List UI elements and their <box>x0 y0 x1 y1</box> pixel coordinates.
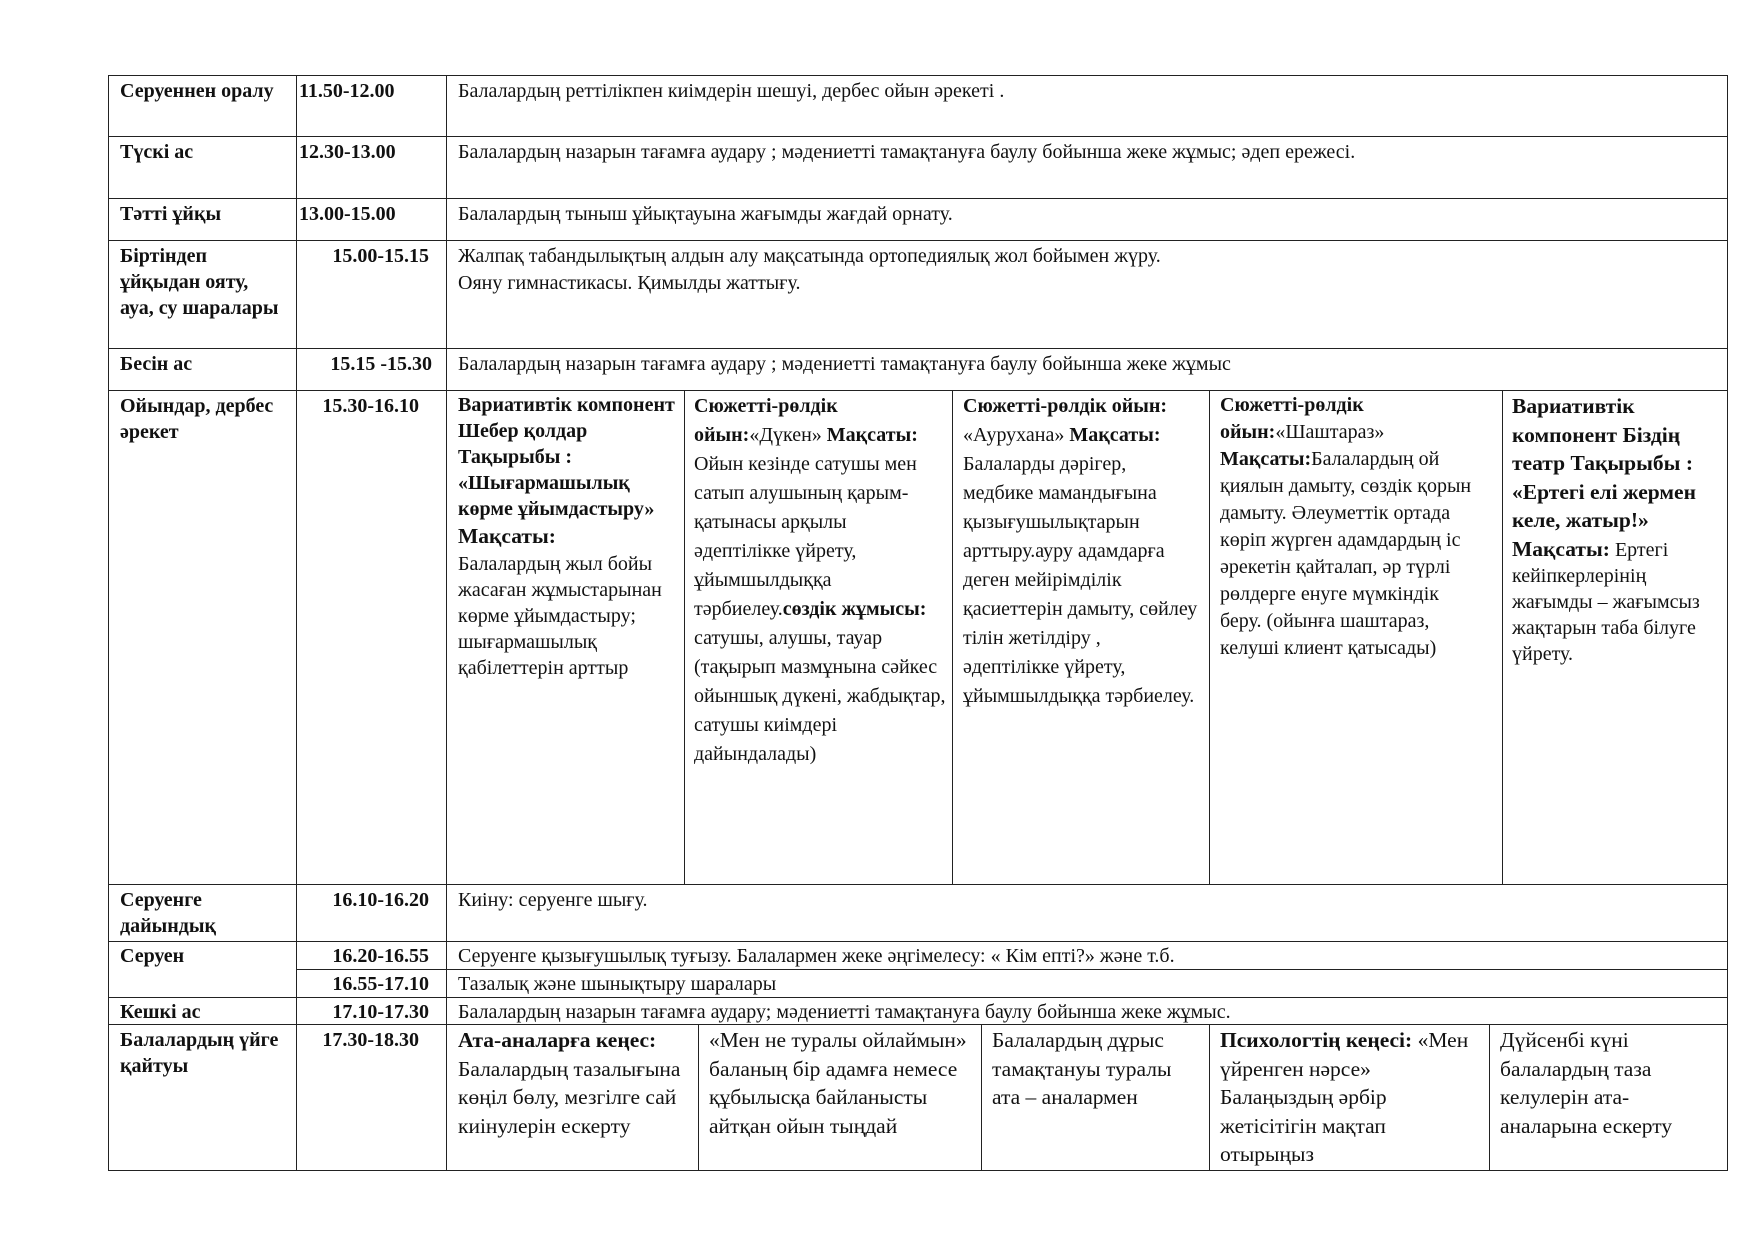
goal-text: Ертегі кейіпкерлерінің жағымды – жағымсыз жақтарын таба білуге үйрету. <box>1512 538 1700 665</box>
advice-text: «Мен үйренген нәрсе» Балаңыздың әрбір жетісітігін мақтап отырыңыз <box>1220 1028 1469 1166</box>
vocabulary-text: сатушы, алушы, тауар (тақырып мазмұнына сәйкес ойыншық дүкені, жабдықтар, сатушы киімдері дайындалады) <box>694 627 946 765</box>
goal-label: Мақсаты: <box>826 424 918 446</box>
game-cell-shop <box>694 392 946 769</box>
time-cell: 17.30-18.30 <box>322 1029 419 1051</box>
description-cell: Киіну: серуенге шығу. <box>458 889 648 911</box>
description-cell: Серуенге қызығушылық туғызу. Балалармен жеке әңгімелесу: « Кім епті?» және т.б. <box>458 945 1175 967</box>
activity-cell: Серуенге дайындық <box>120 889 217 937</box>
game-heading: Вариативтік компонент Біздің театр Тақырыбы : «Ертегі елі жермен келе, жатыр!» <box>1512 394 1696 532</box>
game-cell-hospital <box>963 392 1201 711</box>
description-cell: Балалардың назарын тағамға аудару ; мәдениетті тамақтануға баулу бойынша жеке жұмыс <box>458 353 1231 375</box>
time-cell: 15.15 -15.30 <box>330 353 432 375</box>
advice-label: Ата-аналарға кеңес: <box>458 1028 657 1052</box>
game-name: «Дүкен» <box>749 424 822 446</box>
activity-cell: Кешкі ас <box>120 1001 201 1023</box>
game-heading: Вариативтік компонент Шебер қолдар Тақырыбы : «Шығармашылық көрме ұйымдастыру» <box>458 394 675 520</box>
advice-text: Балалардың дұрыс тамақтануы туралы ата – аналармен <box>992 1028 1172 1109</box>
column-divider <box>296 75 297 1171</box>
goal-label: Мақсаты: <box>458 524 556 548</box>
activity-cell: Ойындар, дербес әрекет <box>120 395 274 443</box>
time-cell: 13.00-15.00 <box>299 203 396 225</box>
goal-label: Мақсаты: <box>1069 424 1161 446</box>
goal-label: Мақсаты: <box>1512 536 1610 561</box>
advice-cell-nutrition <box>992 1026 1202 1112</box>
advice-text: «Мен не туралы ойлаймын» баланың бір адамға немесе құбылысқа байланысты айтқан ойын тыңдай <box>709 1028 967 1138</box>
time-cell: 15.30-16.10 <box>322 395 419 417</box>
description-cell: Балалардың тыныш ұйықтауына жағымды жағдай орнату. <box>458 203 953 225</box>
row-divider <box>108 997 1728 998</box>
row-divider <box>108 884 1728 885</box>
advice-cell-listening <box>709 1026 975 1140</box>
column-divider <box>1209 390 1210 884</box>
description-cell: Тазалық және шынықтыру шаралары <box>458 973 777 995</box>
goal-text: Балалардың ой қиялын дамыту, сөздік қорын дамыту. Әлеуметтік ортада көріп жүрген адамдардың іс әрекетін қайталап, әр түрлі рөлдерге енуге мүмкіндік беру. (ойынға шаштараз, келуші клиент қатысады) <box>1220 448 1472 659</box>
row-divider <box>108 348 1728 349</box>
time-cell: 16.55-17.10 <box>332 973 429 995</box>
row-divider <box>108 240 1728 241</box>
table-border-right <box>1727 75 1728 1171</box>
vocabulary-label: сөздік жұмысы: <box>782 598 927 620</box>
activity-cell: Балалардың үйге қайтуы <box>120 1029 279 1077</box>
description-line-2: Ояну гимнастикасы. Қимылды жаттығу. <box>458 272 801 294</box>
row-divider <box>108 390 1728 391</box>
activity-cell: Біртіндеп ұйқыдан ояту, ауа, су шаралары <box>120 245 279 319</box>
activity-cell: Серуен <box>120 945 185 967</box>
column-divider <box>952 390 953 884</box>
advice-text: Дүйсенбі күні балалардың таза келулерін ата-аналарына ескерту <box>1500 1028 1673 1138</box>
game-title: Сюжетті-рөлдік ойын: <box>963 395 1168 417</box>
column-divider <box>684 390 685 884</box>
row-divider <box>108 198 1728 199</box>
game-name: «Аурухана» <box>963 424 1065 446</box>
game-cell-barbershop <box>1220 392 1476 662</box>
activity-cell: Серуеннен оралу <box>120 80 274 102</box>
activity-cell: Бесін ас <box>120 353 193 375</box>
game-title: Сюжетті-рөлдік ойын: <box>694 395 838 446</box>
time-cell: 11.50-12.00 <box>299 80 395 102</box>
row-divider <box>108 136 1728 137</box>
column-divider <box>981 1024 982 1170</box>
game-cell-theatre <box>1512 392 1717 667</box>
advice-label: Психологтің кеңесі: <box>1220 1028 1413 1052</box>
activity-cell: Тәтті ұйқы <box>120 203 222 225</box>
goal-text: Ойын кезінде сатушы мен сатып алушының қарым-қатынасы арқылы әдептілікке үйрету, ұйымшылдыққа тәрбиелеу. <box>694 453 917 620</box>
time-cell: 12.30-13.00 <box>299 141 396 163</box>
table-border-left <box>108 75 109 1171</box>
description-cell: Балалардың назарын тағамға аудару; мәдениетті тамақтануға баулу бойынша жеке жұмыс. <box>458 1001 1231 1023</box>
column-divider <box>1209 1024 1210 1170</box>
advice-cell-parents <box>458 1026 692 1140</box>
column-divider <box>446 75 447 1171</box>
description-cell: Балалардың реттілікпен киімдерін шешуі, дербес ойын әрекеті . <box>458 80 1005 102</box>
advice-cell-monday <box>1500 1026 1718 1140</box>
advice-text: Балалардың тазалығына көңіл бөлу, мезгілге сай киінулерін ескерту <box>458 1056 681 1138</box>
table-border-top <box>108 75 1728 76</box>
game-title: Сюжетті-рөлдік ойын: <box>1220 394 1364 443</box>
time-cell: 15.00-15.15 <box>332 245 429 267</box>
activity-cell: Түскі ас <box>120 141 194 163</box>
column-divider <box>1489 1024 1490 1170</box>
row-divider <box>296 969 1728 970</box>
time-cell: 17.10-17.30 <box>332 1001 429 1023</box>
column-divider <box>1502 390 1503 884</box>
description-cell: Балалардың назарын тағамға аудару ; мәдениетті тамақтануға баулу бойынша жеке жұмыс; әдеп ережесі. <box>458 141 1356 163</box>
column-divider <box>698 1024 699 1170</box>
goal-text: Балаларды дәрігер, медбике мамандығына қызығушылықтарын арттыру.ауру адамдарға деген мейірімділік қасиеттерін дамыту, сөйлеу тілін жетілдіру , әдептілікке үйрету, ұйымшылдыққа тәрбиелеу. <box>963 453 1198 707</box>
goal-text: Балалардың жыл бойы жасаған жұмыстарынан көрме ұйымдастыру; шығармашылық қабілеттерін арттыр <box>458 552 662 679</box>
game-cell-variative <box>458 392 678 681</box>
time-cell: 16.20-16.55 <box>332 945 429 967</box>
table-border-bottom <box>108 1170 1728 1171</box>
row-divider <box>108 941 1728 942</box>
description-cell: Жалпақ табандылықтың алдын алу мақсатында ортопедиялық жол бойымен жүру. <box>458 245 1161 267</box>
advice-cell-psychologist <box>1220 1026 1484 1169</box>
game-name: «Шаштараз» <box>1275 421 1385 443</box>
goal-label: Мақсаты: <box>1220 448 1312 470</box>
time-cell: 16.10-16.20 <box>332 889 429 911</box>
